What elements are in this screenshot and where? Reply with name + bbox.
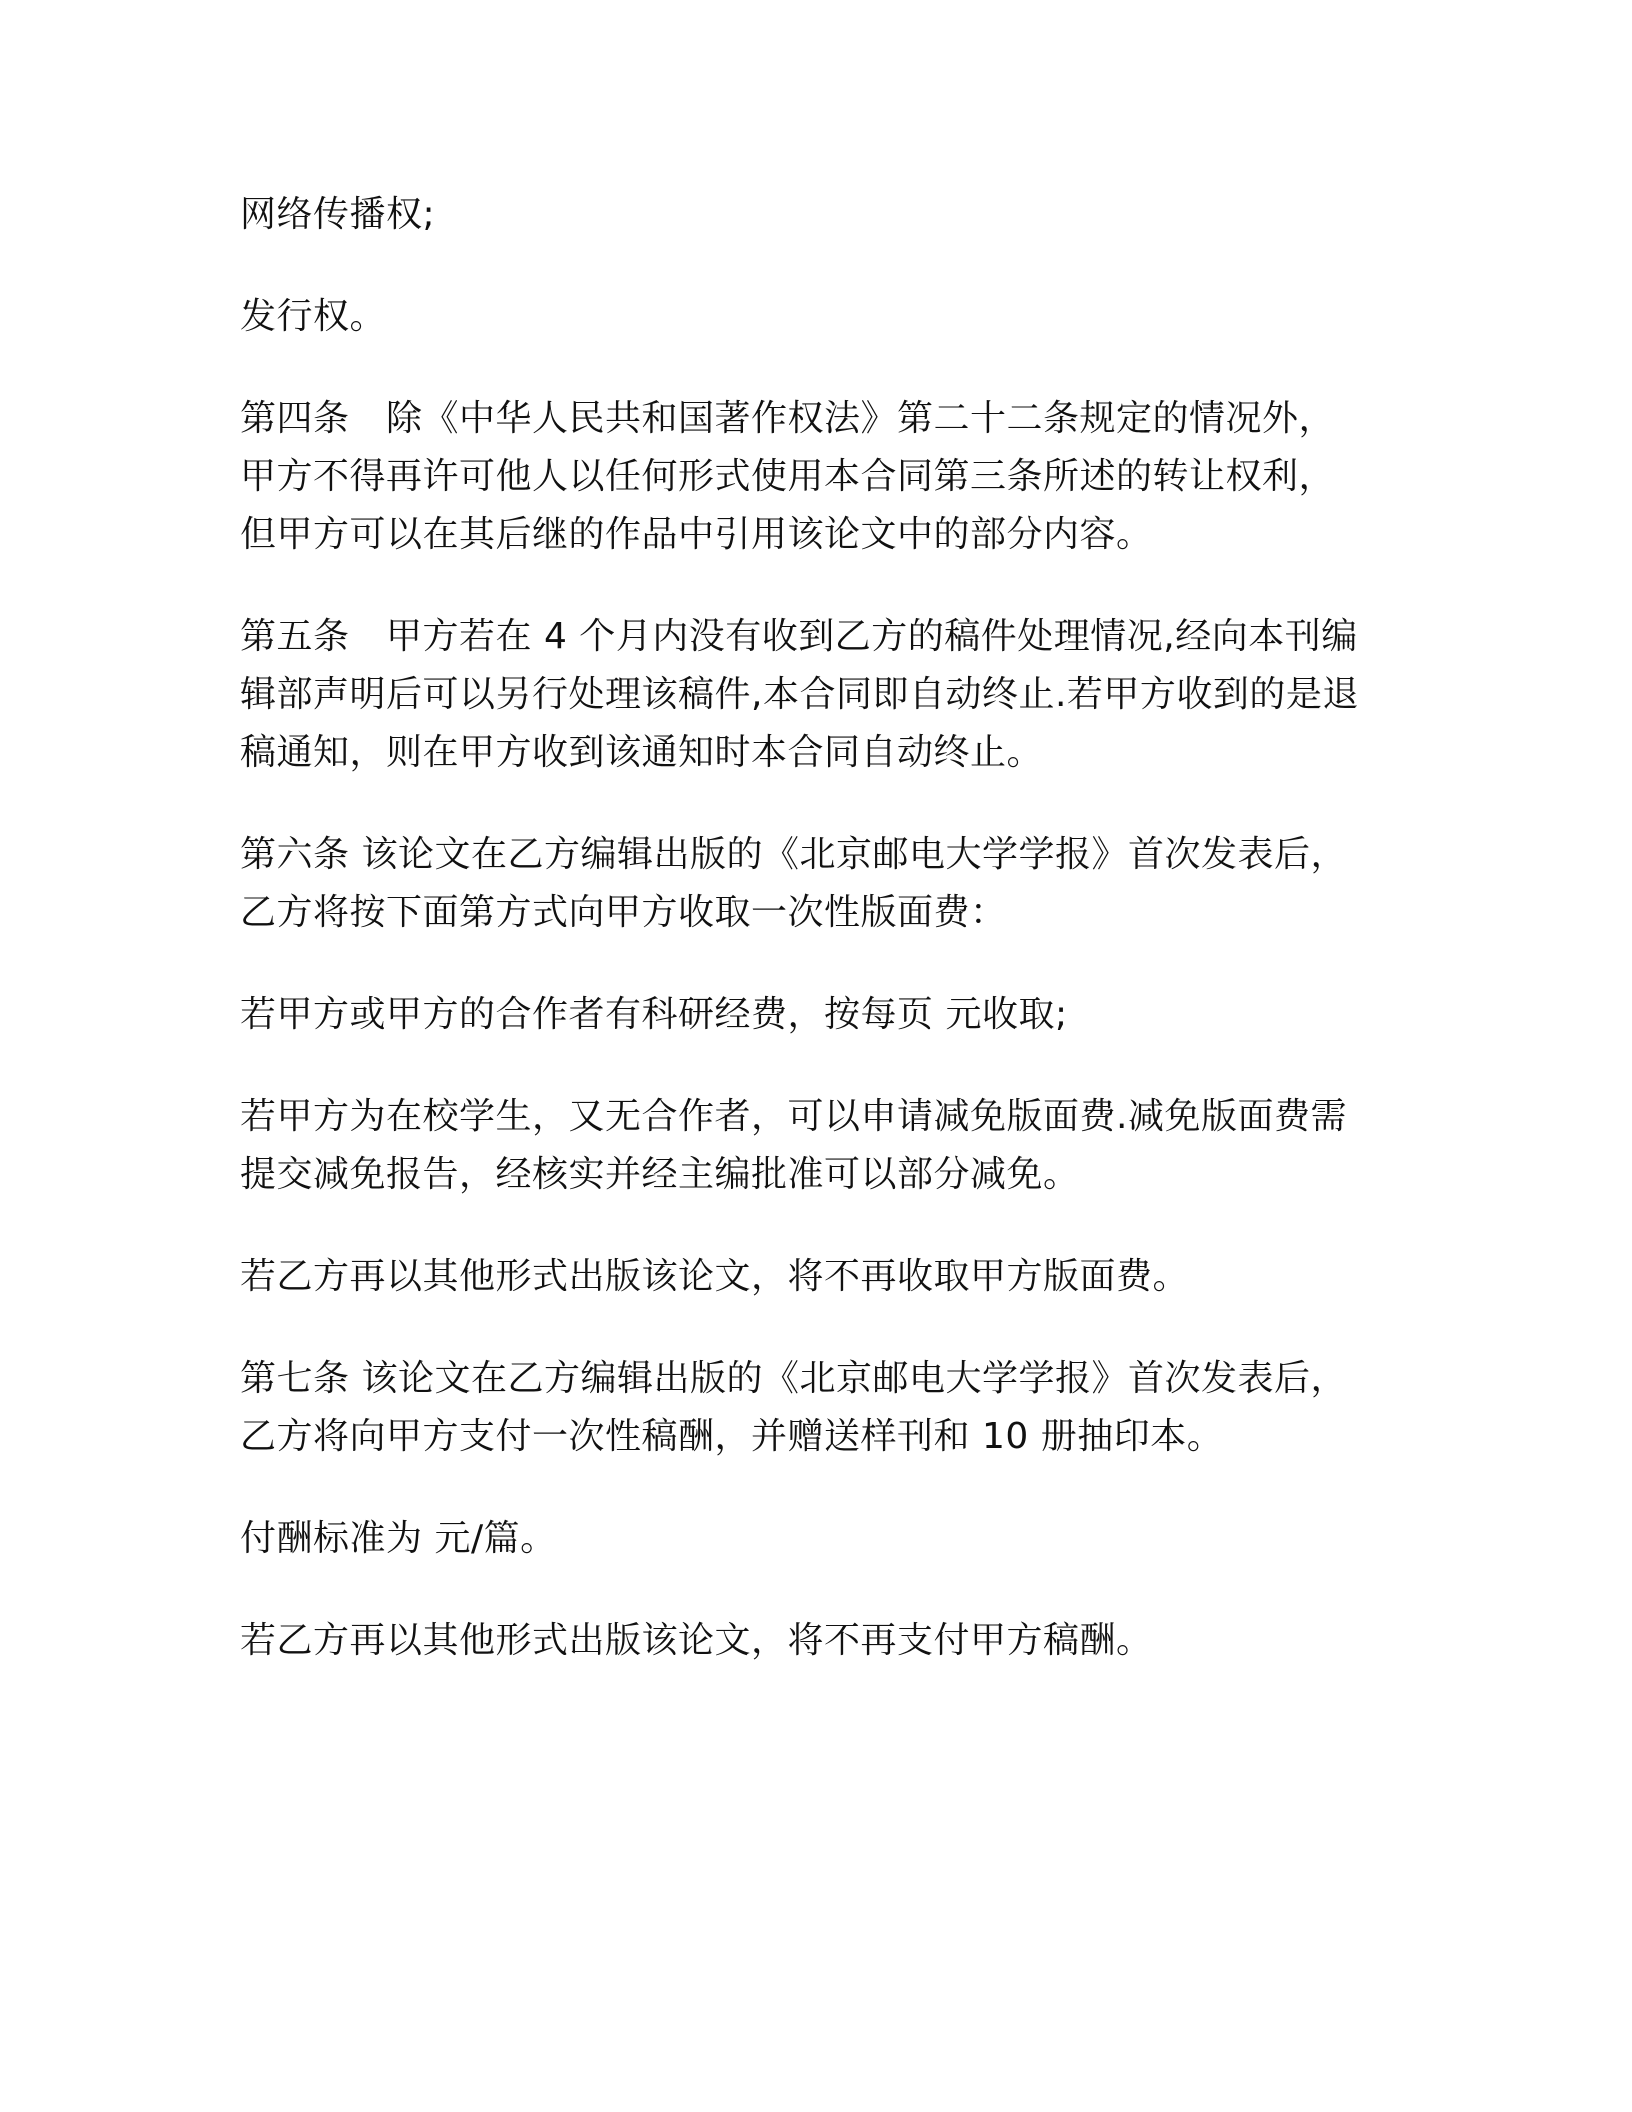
text-line: 辑部声明后可以另行处理该稿件,本合同即自动终止.若甲方收到的是退: [240, 674, 1359, 715]
text-line: 若甲方为在校学生，又无合作者，可以申请减免版面费.减免版面费需: [240, 1096, 1347, 1137]
text-line: 但甲方可以在其后继的作品中引用该论文中的部分内容。: [240, 514, 1153, 555]
text-line: 稿通知，则在甲方收到该通知时本合同自动终止。: [240, 732, 1044, 773]
paragraph-page-fee-student: [240, 1088, 1400, 1204]
text-line: 甲方不得再许可他人以任何形式使用本合同第三条所述的转让权利，: [240, 456, 1336, 497]
text-line: 若乙方再以其他形式出版该论文，将不再支付甲方稿酬。: [240, 1620, 1153, 1661]
text-line: 网络传播权;: [240, 194, 436, 235]
text-line: 第六条 该论文在乙方编辑出版的《北京邮电大学学报》首次发表后，: [240, 834, 1347, 875]
text-line: 若乙方再以其他形式出版该论文，将不再收取甲方版面费。: [240, 1256, 1190, 1297]
paragraph-payment-other-form: [240, 1612, 1400, 1670]
text-line: 第四条 除《中华人民共和国著作权法》第二十二条规定的情况外，: [240, 398, 1336, 439]
paragraph-article-4: [240, 390, 1400, 564]
paragraph-article-5: [240, 608, 1400, 782]
text-line: 乙方将按下面第方式向甲方收取一次性版面费：: [240, 892, 1007, 933]
paragraph-payment-standard: [240, 1510, 1400, 1568]
paragraph-distribution-right: [240, 288, 1400, 346]
text-line: 第七条 该论文在乙方编辑出版的《北京邮电大学学报》首次发表后，: [240, 1358, 1347, 1399]
paragraph-article-6: [240, 826, 1400, 942]
document-body: [240, 186, 1400, 1714]
text-line: 付酬标准为 元/篇。: [240, 1518, 557, 1559]
paragraph-article-7: [240, 1350, 1400, 1466]
text-line: 提交减免报告，经核实并经主编批准可以部分减免。: [240, 1154, 1080, 1195]
paragraph-page-fee-other-form: [240, 1248, 1400, 1306]
text-line: 第五条 甲方若在 4 个月内没有收到乙方的稿件处理情况,经向本刊编: [240, 616, 1358, 657]
paragraph-page-fee-research: [240, 986, 1400, 1044]
text-line: 若甲方或甲方的合作者有科研经费，按每页 元收取;: [240, 994, 1068, 1035]
text-line: 发行权。: [240, 296, 387, 337]
paragraph-network-right: [240, 186, 1400, 244]
text-line: 乙方将向甲方支付一次性稿酬，并赠送样刊和 10 册抽印本。: [240, 1416, 1224, 1457]
